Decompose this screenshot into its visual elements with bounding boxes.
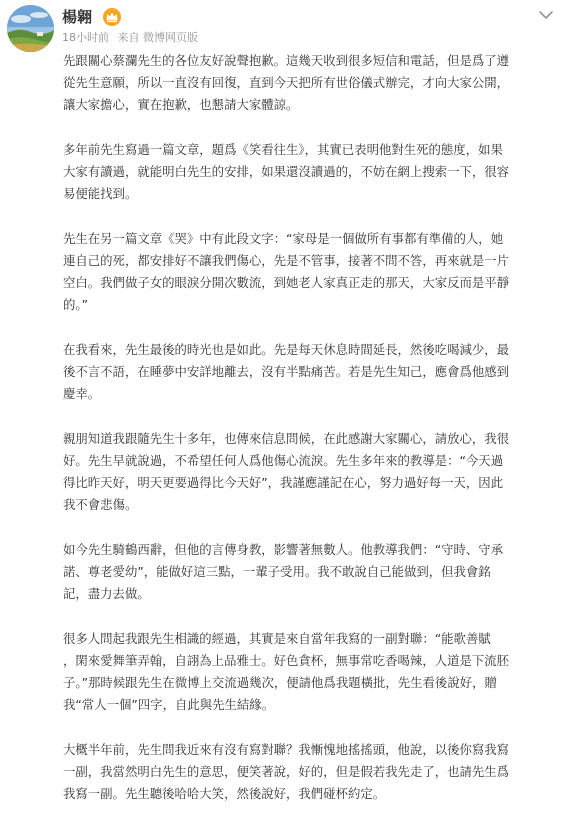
post-paragraph: 在我看來，先生最後的時光也是如此。先是每天休息時間延長，然後吃喝減少，最 後不言不語，在睡夢中安詳地離去，沒有半點痛苦。若是先生知己，應會爲他感到 慶幸。 bbox=[63, 342, 510, 401]
vip-crown-icon bbox=[102, 7, 122, 27]
post-time[interactable]: 18小时前 bbox=[62, 31, 109, 44]
post-paragraph: 多年前先生寫過一篇文章，題爲《笑看往生》，其實已表明他對生死的態度，如果 大家有讀過，就能明白先生的安排，如果還沒讀過的，不妨在網上搜索一下，很容 易便能找到。 bbox=[63, 142, 510, 201]
post-meta bbox=[62, 31, 203, 45]
post-body bbox=[63, 50, 563, 828]
avatar[interactable] bbox=[7, 5, 54, 52]
author-name[interactable]: 楊翱 bbox=[62, 8, 93, 26]
post-paragraph: 親朋知道我跟隨先生十多年，也傳來信息問候，在此感謝大家關心，請放心，我很 好。先生早就說過，不希望任何人爲他傷心流淚。先生多年來的教導是：“今天過 得比昨天好，明天更要過得比今天好”，我謹應謹記在心，努力過好每一天，因此 我不會悲傷。 bbox=[63, 431, 510, 512]
post-source: 来自 微博网页版 bbox=[117, 31, 198, 44]
chevron-down-icon[interactable] bbox=[538, 9, 554, 21]
post-paragraph: 很多人問起我跟先生相識的經過，其實是來自當年我寫的一副對聯：“能歌善賦 ，閑來愛舞筆弄翰，自詡為上品雅士。好色貪杯，無事常吃香喝辣，人道是下流胚 子。”那時候跟先生在微博上交流過幾次，便請他爲我題橫批，先生看後說好，贈 我“常人一個”四字，自此與先生結緣。 bbox=[63, 631, 510, 712]
avatar-landscape-image bbox=[7, 5, 54, 52]
post-paragraph: 如今先生騎鶴西辭，但他的言傳身教，影響著無數人。他教導我們：“守時、守承 諾、尊老愛幼”，能做好這三點，一輩子受用。我不敢說自己能做到，但我會銘 記，盡力去做。 bbox=[63, 542, 504, 601]
post-paragraph: 先跟關心蔡瀾先生的各位友好說聲抱歉。這幾天收到很多短信和電話，但是爲了遵 從先生意願，所以一直沒有回復，直到今天把所有世俗儀式辦完，才向大家公開， 讓大家擔心，實在抱歉，也懇請大家體諒。 bbox=[63, 53, 510, 112]
post-paragraph: 大概半年前，先生問我近來有沒有寫對聯？我慚愧地搖搖頭，他說，以後你寫我寫 一副，我當然明白先生的意思，便笑著說，好的，但是假若我先走了，也請先生爲 我寫一副。先生聽後哈哈大笑，然後說好，我們碰杯約定。 bbox=[63, 742, 510, 801]
post-paragraph: 先生在另一篇文章《哭》中有此段文字：“家母是一個做所有事都有準備的人，她 連自己的死，都安排好不讓我們傷心，先是不管事，接著不問不答，再來就是一片 空白。我們做子女的眼淚分開次數流，到她老人家真正走的那天，大家反而是平靜 的。” bbox=[63, 231, 510, 312]
post-header bbox=[0, 0, 567, 56]
